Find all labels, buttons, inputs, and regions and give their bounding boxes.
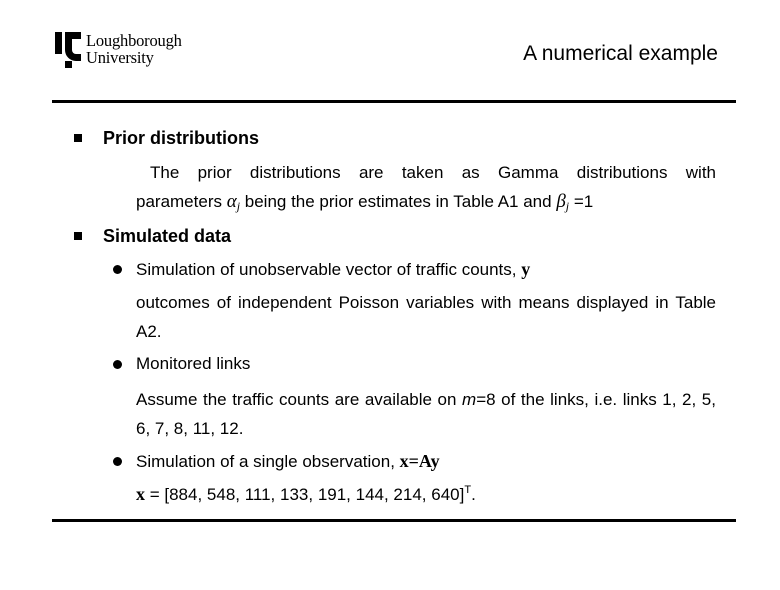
monitored-desc-a: Assume the traffic counts are available on	[136, 390, 463, 409]
alpha-subscript: j	[236, 199, 241, 213]
university-logo-text	[86, 32, 182, 66]
simulation-item-3-label: Simulation of a single observation,	[136, 452, 400, 471]
prior-line-1: The prior distributions are taken as Gamma distributions with	[150, 163, 716, 182]
prior-line-2-b: being the prior estimates in Table A1 and	[240, 192, 557, 211]
vector-x: x	[136, 484, 145, 504]
university-logo-icon	[55, 32, 81, 68]
prior-line-2-a: parameters	[136, 192, 227, 211]
round-bullet-icon	[113, 360, 122, 369]
square-bullet-icon	[74, 232, 82, 240]
bottom-divider	[52, 519, 736, 522]
prior-heading: Prior distributions	[103, 128, 260, 148]
university-logo	[55, 32, 205, 72]
beta-subscript: j	[565, 199, 570, 213]
top-divider	[52, 100, 736, 103]
logo-line-1: Loughborough	[86, 31, 182, 50]
monitored-links-description	[136, 385, 716, 443]
monitored-desc-b: =8 of the links, i.e. links 1, 2, 5, 6, 7, 8, 11, 12.	[136, 390, 716, 438]
beta-symbol: β	[556, 191, 566, 212]
simulation-item-1	[136, 259, 530, 280]
transpose-superscript: T	[464, 484, 472, 496]
simulation-item-1-label: Simulation of unobservable vector of traffic counts,	[136, 260, 522, 279]
variable-m: m	[462, 390, 477, 409]
square-bullet-icon	[74, 134, 82, 142]
simulation-item-3	[136, 451, 440, 472]
alpha-symbol: α	[226, 191, 237, 212]
prior-line-2-c: =1	[569, 192, 594, 211]
vector-y: y	[521, 259, 531, 279]
monitored-links-label: Monitored links	[136, 354, 251, 373]
logo-line-2: University	[86, 48, 154, 67]
prior-line-2	[136, 191, 593, 214]
observation-values: = [884, 548, 111, 133, 191, 144, 214, 640]	[145, 485, 465, 504]
round-bullet-icon	[113, 457, 122, 466]
equation-x-ay: x=Ay	[399, 451, 440, 471]
round-bullet-icon	[113, 265, 122, 274]
simulated-heading: Simulated data	[103, 226, 232, 246]
observation-end: .	[471, 485, 476, 504]
slide-title: A numerical example	[523, 42, 718, 65]
simulation-item-1-description: outcomes of independent Poisson variables with means displayed in Table A2.	[136, 293, 716, 341]
observation-vector	[136, 484, 476, 505]
